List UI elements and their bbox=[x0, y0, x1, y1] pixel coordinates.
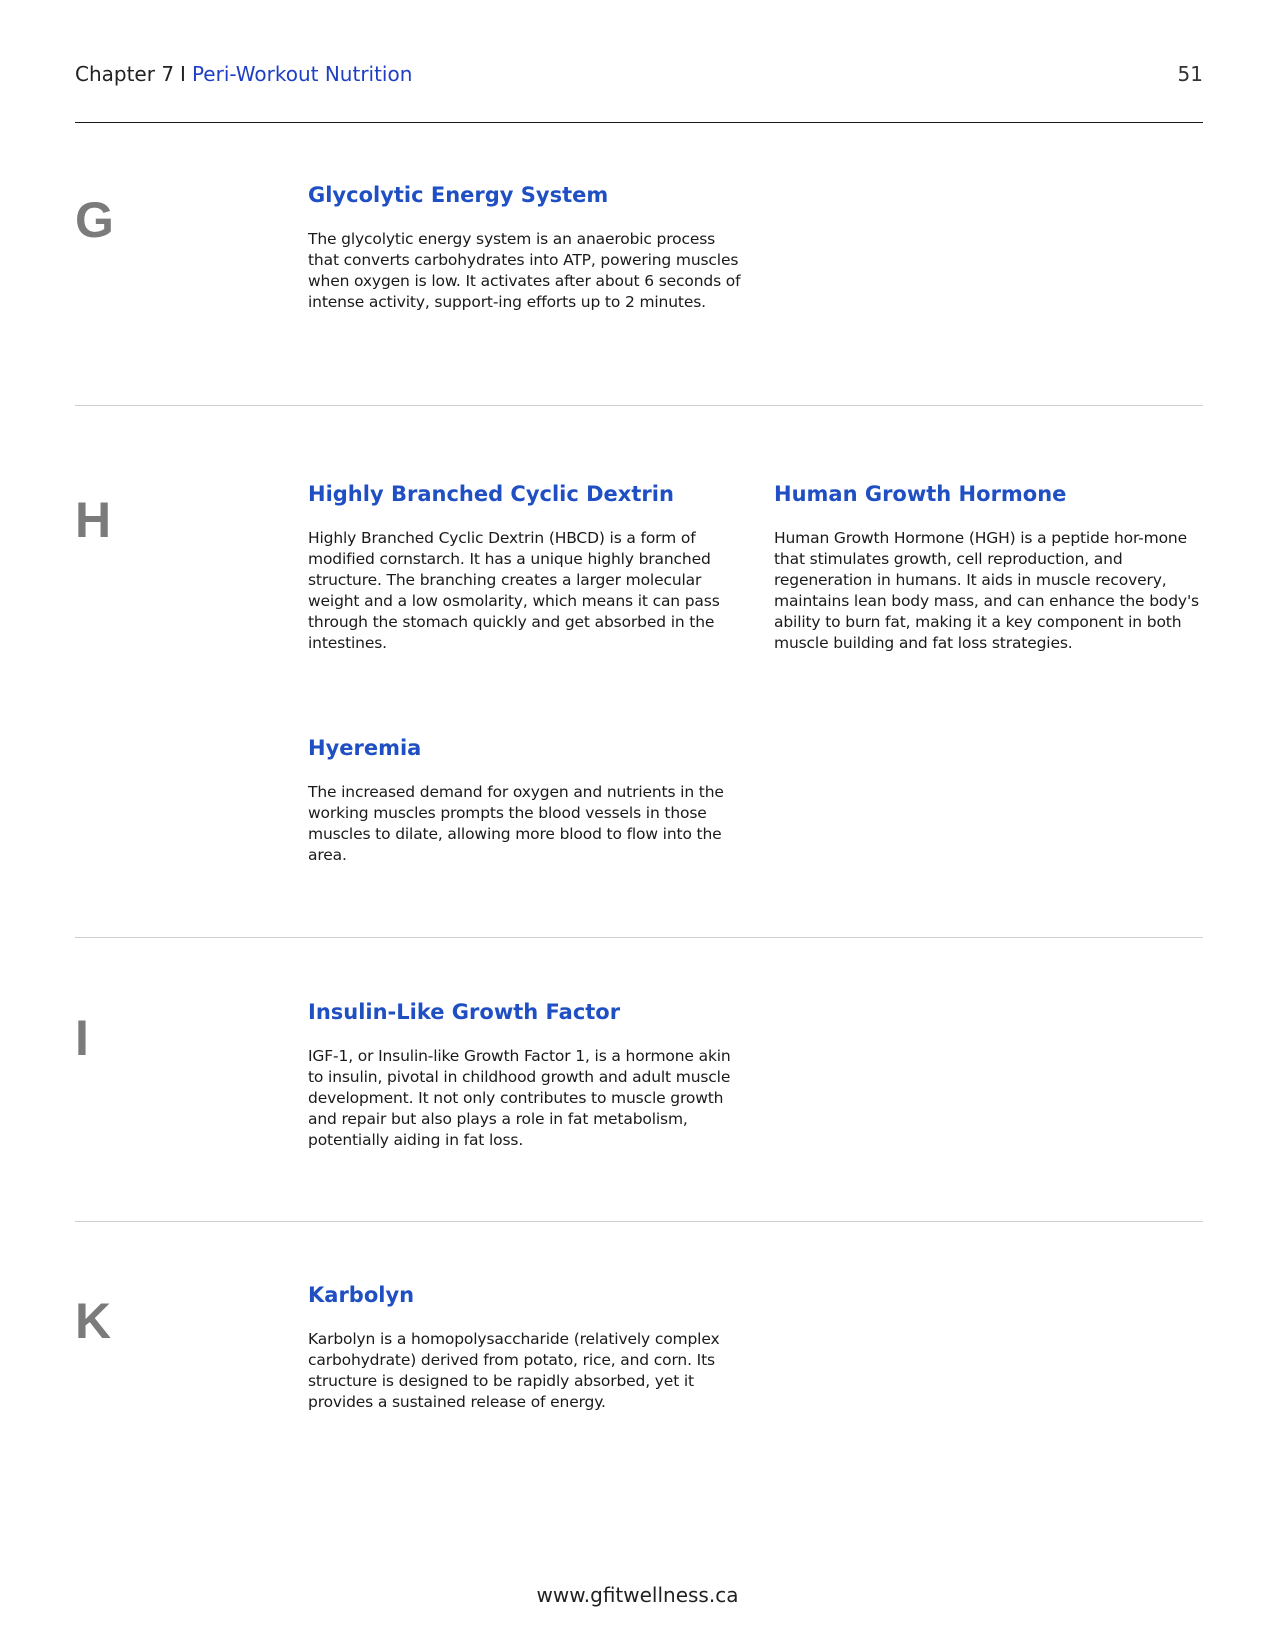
chapter-label: Chapter 7 bbox=[75, 62, 175, 86]
section-divider bbox=[75, 405, 1203, 406]
glossary-entry-hyeremia bbox=[308, 734, 748, 866]
page-number: 51 bbox=[1177, 62, 1203, 86]
section-divider bbox=[75, 937, 1203, 938]
glossary-entry-karbolyn bbox=[308, 1281, 748, 1413]
entry-body: Highly Branched Cyclic Dextrin (HBCD) is a form of modified cornstarch. It has a unique highly branched structure. The branching creates a larger molecular weight and a low osmolarity, which means it can pass through the stomach quickly and get absorbed in the intestines. bbox=[308, 529, 720, 652]
glossary-entry-glycolytic-energy-system bbox=[308, 181, 748, 313]
entry-body: Karbolyn is a homopolysaccharide (relatively complex carbohydrate) derived from potato, rice, and corn. Its structure is designed to be rapidly absorbed, yet it provides a sustained release of energy. bbox=[308, 1330, 720, 1411]
section-divider bbox=[75, 1221, 1203, 1222]
section-title: Peri-Workout Nutrition bbox=[191, 62, 413, 86]
letter-h: H bbox=[75, 492, 112, 548]
glossary-entry-insulin-like-growth-factor bbox=[308, 998, 748, 1151]
letter-k: K bbox=[75, 1293, 112, 1349]
entry-body: Human Growth Hormone (HGH) is a peptide hor-mone that stimulates growth, cell reproduction, and regeneration in humans. It aids in muscle recovery, maintains lean body mass, and can enhance the body's ability to burn fat, making it a key component in both muscle building and fat loss strategies. bbox=[774, 529, 1199, 652]
entry-title: Human Growth Hormone bbox=[774, 482, 1067, 506]
letter-i: I bbox=[75, 1010, 89, 1066]
header-divider bbox=[75, 122, 1203, 123]
entry-body: The glycolytic energy system is an anaerobic process that converts carbohydrates into ATP, powering muscles when oxygen is low. It activates after about 6 seconds of intense activity, support-ing efforts up to 2 minutes. bbox=[308, 230, 741, 311]
entry-title: Karbolyn bbox=[308, 1283, 415, 1307]
letter-g: G bbox=[75, 192, 114, 248]
glossary-entry-human-growth-hormone bbox=[774, 480, 1204, 654]
footer-url: www.gfitwellness.ca bbox=[536, 1583, 739, 1607]
chapter-heading bbox=[75, 62, 412, 86]
entry-title: Glycolytic Energy System bbox=[308, 183, 609, 207]
chapter-separator: I bbox=[180, 62, 186, 86]
entry-title: Insulin-Like Growth Factor bbox=[308, 1000, 621, 1024]
entry-body: IGF-1, or Insulin-like Growth Factor 1, is a hormone akin to insulin, pivotal in childhood growth and adult muscle development. It not only contributes to muscle growth and repair but also plays a role in fat metabolism, potentially aiding in fat loss. bbox=[308, 1047, 731, 1149]
glossary-entry-highly-branched-cyclic-dextrin bbox=[308, 480, 748, 654]
page-header bbox=[75, 62, 1203, 92]
entry-title: Highly Branched Cyclic Dextrin bbox=[308, 482, 674, 506]
entry-body: The increased demand for oxygen and nutrients in the working muscles prompts the blood vessels in those muscles to dilate, allowing more blood to flow into the area. bbox=[308, 783, 724, 864]
entry-title: Hyeremia bbox=[308, 736, 422, 760]
